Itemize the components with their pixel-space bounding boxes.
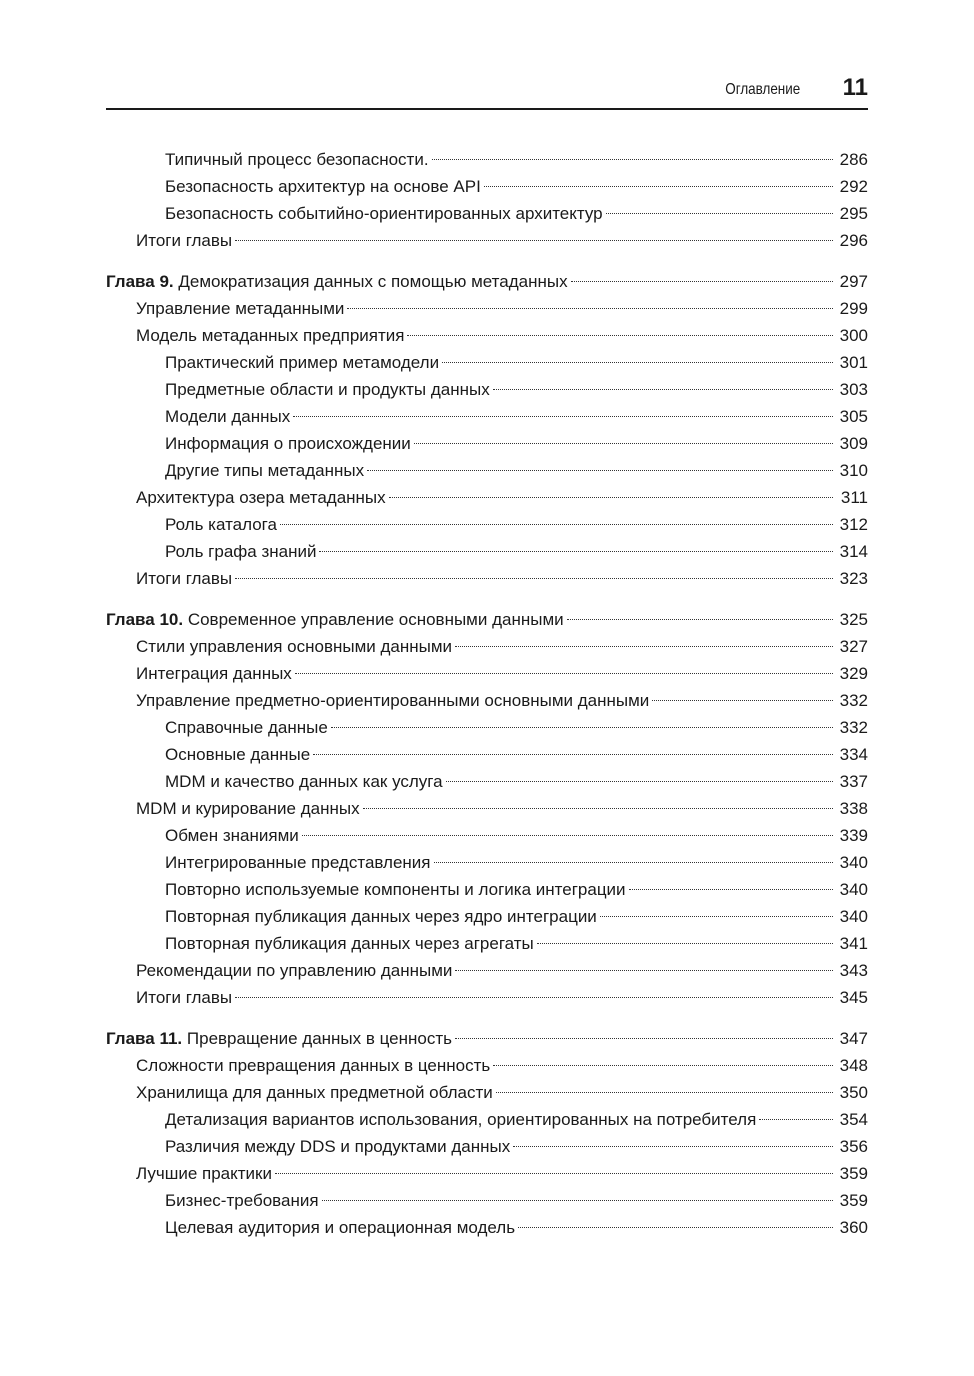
toc-entry-text (136, 633, 452, 660)
toc-entry-title: Роль каталога (165, 515, 277, 534)
toc-page-number: 341 (839, 934, 868, 953)
toc-entry-title: Предметные области и продукты данных (165, 380, 490, 399)
toc-page-number: 312 (839, 515, 868, 534)
toc-entry-title: Практический пример метамодели (165, 353, 440, 372)
toc-page-number: 323 (839, 569, 868, 588)
toc-page-number: 310 (839, 461, 868, 480)
toc-page-number: 338 (839, 799, 868, 818)
toc-entry-text (136, 1160, 272, 1187)
toc-subsection-entry (106, 1187, 868, 1214)
toc-entry-title: Стили управления основными данными (136, 637, 453, 656)
toc-page-number: 303 (839, 380, 868, 399)
toc-chapter-group (106, 268, 868, 592)
toc-entry-title: Рекомендации по управлению данными (136, 961, 453, 980)
dot-leader (442, 362, 833, 363)
toc-entry-title: Сложности превращения данных в ценность (136, 1056, 491, 1075)
toc-entry-title: Основные данные (165, 745, 311, 764)
toc-entry-text (136, 295, 344, 322)
toc-entry-title: Бизнес-требования (165, 1191, 319, 1210)
toc-entry-title: Безопасность архитектур на основе API (165, 177, 481, 196)
toc-page-number: 340 (839, 853, 868, 872)
toc-page-number: 332 (839, 691, 868, 710)
toc-subsection-entry (106, 200, 868, 227)
dot-leader (567, 619, 833, 620)
toc-page-number: 339 (839, 826, 868, 845)
toc-page-number: 348 (839, 1056, 868, 1075)
toc-entry-title: Обмен знаниями (165, 826, 299, 845)
dot-leader (235, 578, 833, 579)
toc-page-number: 334 (839, 745, 868, 764)
toc-entry-title: Роль графа знаний (165, 542, 317, 561)
toc-page-number: 354 (839, 1110, 868, 1129)
dot-leader (280, 524, 833, 525)
toc-entry-text (165, 822, 299, 849)
toc-page-number: 325 (839, 610, 868, 629)
toc-section-entry (106, 633, 868, 660)
toc-section-entry (106, 322, 868, 349)
toc-entry-text (136, 1052, 490, 1079)
toc-subsection-entry (106, 930, 868, 957)
dot-leader (759, 1119, 833, 1120)
dot-leader (432, 159, 833, 160)
toc-entry-title: Справочные данные (165, 718, 328, 737)
toc-entry-title: Управление предметно-ориентированными основными данными (136, 691, 650, 710)
toc-page-number: 297 (839, 272, 868, 291)
dot-leader (513, 1146, 833, 1147)
toc-entry-title: Информация о происхождении (165, 434, 411, 453)
dot-leader (322, 1200, 833, 1201)
toc-entry-text (165, 741, 310, 768)
toc-page-number: 299 (839, 299, 868, 318)
toc-entry-title: Интегрированные представления (165, 853, 431, 872)
toc-entry-title: Детализация вариантов использования, ориентированных на потребителя (165, 1110, 757, 1129)
toc-subsection-entry (106, 1106, 868, 1133)
toc-page-number: 300 (839, 326, 868, 345)
toc-entry-title: Современное управление основными данными (187, 610, 564, 629)
table-of-contents (106, 146, 868, 1255)
toc-entry-title: Другие типы метаданных (165, 461, 365, 480)
toc-page-number: 286 (839, 150, 868, 169)
toc-page-number: 314 (839, 542, 868, 561)
toc-section-entry (106, 687, 868, 714)
toc-entry-text (106, 1025, 452, 1052)
toc-page-number: 360 (839, 1218, 868, 1237)
dot-leader (455, 646, 833, 647)
toc-entry-text (136, 322, 404, 349)
toc-page-number: 327 (839, 637, 868, 656)
toc-page-number: 337 (839, 772, 868, 791)
toc-entry-title: Модели данных (165, 407, 291, 426)
dot-leader (652, 700, 833, 701)
toc-page-number: 329 (839, 664, 868, 683)
toc-subsection-entry (106, 1133, 868, 1160)
dot-leader (313, 754, 833, 755)
toc-entry-title: Интеграция данных (136, 664, 292, 683)
toc-page-number: 340 (839, 907, 868, 926)
toc-section-entry (106, 484, 868, 511)
toc-entry-text (136, 484, 386, 511)
toc-entry-title: Различия между DDS и продуктами данных (165, 1137, 511, 1156)
toc-subsection-entry (106, 173, 868, 200)
dot-leader (493, 389, 833, 390)
toc-entry-title: Типичный процесс безопасности. (165, 150, 429, 169)
dot-leader (606, 213, 833, 214)
toc-entry-text (165, 200, 603, 227)
dot-leader (571, 281, 833, 282)
running-header (106, 72, 868, 108)
page-number: 11 (842, 74, 868, 101)
toc-entry-text (165, 1214, 515, 1241)
toc-section-entry (106, 295, 868, 322)
toc-subsection-entry (106, 849, 868, 876)
toc-subsection-entry (106, 457, 868, 484)
toc-entry-text (165, 349, 439, 376)
toc-page-number: 347 (839, 1029, 868, 1048)
toc-entry-text (136, 227, 232, 254)
toc-entry-title: Модель метаданных предприятия (136, 326, 405, 345)
toc-subsection-entry (106, 146, 868, 173)
toc-subsection-entry (106, 876, 868, 903)
dot-leader (331, 727, 833, 728)
toc-entry-title: Итоги главы (136, 988, 233, 1007)
dot-leader (235, 997, 833, 998)
toc-entry-text (165, 376, 490, 403)
dot-leader (407, 335, 833, 336)
toc-subsection-entry (106, 511, 868, 538)
dot-leader (434, 862, 833, 863)
toc-entry-title: Лучшие практики (136, 1164, 272, 1183)
toc-entry-text (106, 268, 568, 295)
toc-entry-title: MDM и качество данных как услуга (165, 772, 443, 791)
dot-leader (367, 470, 833, 471)
toc-chapter-entry (106, 1025, 868, 1052)
toc-entry-title: Повторная публикация данных через ядро интеграции (165, 907, 597, 926)
toc-subsection-entry (106, 903, 868, 930)
toc-entry-title: Безопасность событийно-ориентированных архитектур (165, 204, 603, 223)
toc-subsection-entry (106, 714, 868, 741)
toc-subsection-entry (106, 1214, 868, 1241)
toc-entry-text (136, 565, 232, 592)
toc-chapter-group (106, 146, 868, 254)
toc-page-number: 343 (839, 961, 868, 980)
toc-entry-title: Итоги главы (136, 231, 233, 250)
toc-entry-text (136, 984, 232, 1011)
toc-entry-text (165, 768, 443, 795)
toc-entry-text (165, 403, 290, 430)
dot-leader (363, 808, 833, 809)
dot-leader (537, 943, 833, 944)
toc-entry-text (165, 876, 626, 903)
toc-entry-text (165, 511, 277, 538)
toc-page-number: 332 (839, 718, 868, 737)
toc-entry-text (165, 538, 316, 565)
toc-page-number: 356 (839, 1137, 868, 1156)
dot-leader (446, 781, 833, 782)
toc-entry-title: Повторно используемые компоненты и логика интеграции (165, 880, 626, 899)
toc-subsection-entry (106, 403, 868, 430)
toc-page-number: 350 (839, 1083, 868, 1102)
toc-page-number: 296 (839, 231, 868, 250)
chapter-label: Глава 9. (106, 272, 174, 291)
toc-entry-title: MDM и курирование данных (136, 799, 360, 818)
toc-page-number: 359 (839, 1191, 868, 1210)
dot-leader (319, 551, 833, 552)
toc-entry-title: Демократизация данных с помощью метаданных (178, 272, 568, 291)
toc-subsection-entry (106, 741, 868, 768)
toc-page-number: 359 (839, 1164, 868, 1183)
dot-leader (455, 1038, 833, 1039)
toc-page-number: 295 (839, 204, 868, 223)
toc-page-number: 301 (839, 353, 868, 372)
toc-page-number: 311 (840, 488, 868, 507)
dot-leader (295, 673, 833, 674)
header-rule (106, 108, 868, 110)
toc-entry-text (165, 714, 328, 741)
dot-leader (235, 240, 833, 241)
toc-entry-title: Управление метаданными (136, 299, 345, 318)
toc-entry-text (165, 1106, 756, 1133)
toc-entry-text (136, 957, 452, 984)
toc-entry-text (165, 430, 411, 457)
toc-entry-text (165, 146, 429, 173)
toc-entry-title: Хранилища для данных предметной области (136, 1083, 493, 1102)
toc-subsection-entry (106, 768, 868, 795)
toc-entry-text (165, 457, 364, 484)
toc-section-entry (106, 1052, 868, 1079)
toc-chapter-entry (106, 268, 868, 295)
toc-entry-title: Повторная публикация данных через агрегаты (165, 934, 534, 953)
toc-section-entry (106, 795, 868, 822)
toc-entry-title: Итоги главы (136, 569, 233, 588)
dot-leader (629, 889, 833, 890)
toc-subsection-entry (106, 822, 868, 849)
toc-page-number: 309 (839, 434, 868, 453)
dot-leader (275, 1173, 833, 1174)
toc-entry-text (165, 930, 534, 957)
toc-chapter-group (106, 606, 868, 1011)
dot-leader (518, 1227, 833, 1228)
toc-entry-title: Целевая аудитория и операционная модель (165, 1218, 516, 1237)
toc-entry-text (165, 1187, 319, 1214)
toc-subsection-entry (106, 349, 868, 376)
toc-section-entry (106, 227, 868, 254)
toc-entry-text (165, 1133, 510, 1160)
toc-entry-text (136, 687, 649, 714)
running-title: Оглавление (725, 81, 800, 98)
toc-section-entry (106, 984, 868, 1011)
toc-chapter-entry (106, 606, 868, 633)
dot-leader (347, 308, 833, 309)
toc-entry-text (165, 903, 597, 930)
toc-entry-text (106, 606, 564, 633)
chapter-label: Глава 11. (106, 1029, 183, 1048)
toc-chapter-group (106, 1025, 868, 1241)
toc-entry-text (165, 173, 481, 200)
dot-leader (389, 497, 833, 498)
dot-leader (493, 1065, 833, 1066)
toc-section-entry (106, 1079, 868, 1106)
dot-leader (455, 970, 833, 971)
toc-entry-title: Архитектура озера метаданных (136, 488, 386, 507)
toc-entry-text (136, 795, 360, 822)
dot-leader (302, 835, 833, 836)
toc-page-number: 340 (839, 880, 868, 899)
dot-leader (293, 416, 833, 417)
dot-leader (496, 1092, 833, 1093)
toc-section-entry (106, 565, 868, 592)
toc-entry-text (165, 849, 431, 876)
toc-subsection-entry (106, 538, 868, 565)
toc-entry-title: Превращение данных в ценность (186, 1029, 452, 1048)
toc-section-entry (106, 957, 868, 984)
dot-leader (414, 443, 833, 444)
toc-section-entry (106, 660, 868, 687)
toc-section-entry (106, 1160, 868, 1187)
toc-page-number: 305 (839, 407, 868, 426)
toc-page-number: 292 (839, 177, 868, 196)
toc-page-number: 345 (839, 988, 868, 1007)
dot-leader (600, 916, 833, 917)
dot-leader (484, 186, 833, 187)
chapter-label: Глава 10. (106, 610, 184, 629)
toc-entry-text (136, 1079, 493, 1106)
toc-subsection-entry (106, 430, 868, 457)
toc-entry-text (136, 660, 292, 687)
toc-subsection-entry (106, 376, 868, 403)
